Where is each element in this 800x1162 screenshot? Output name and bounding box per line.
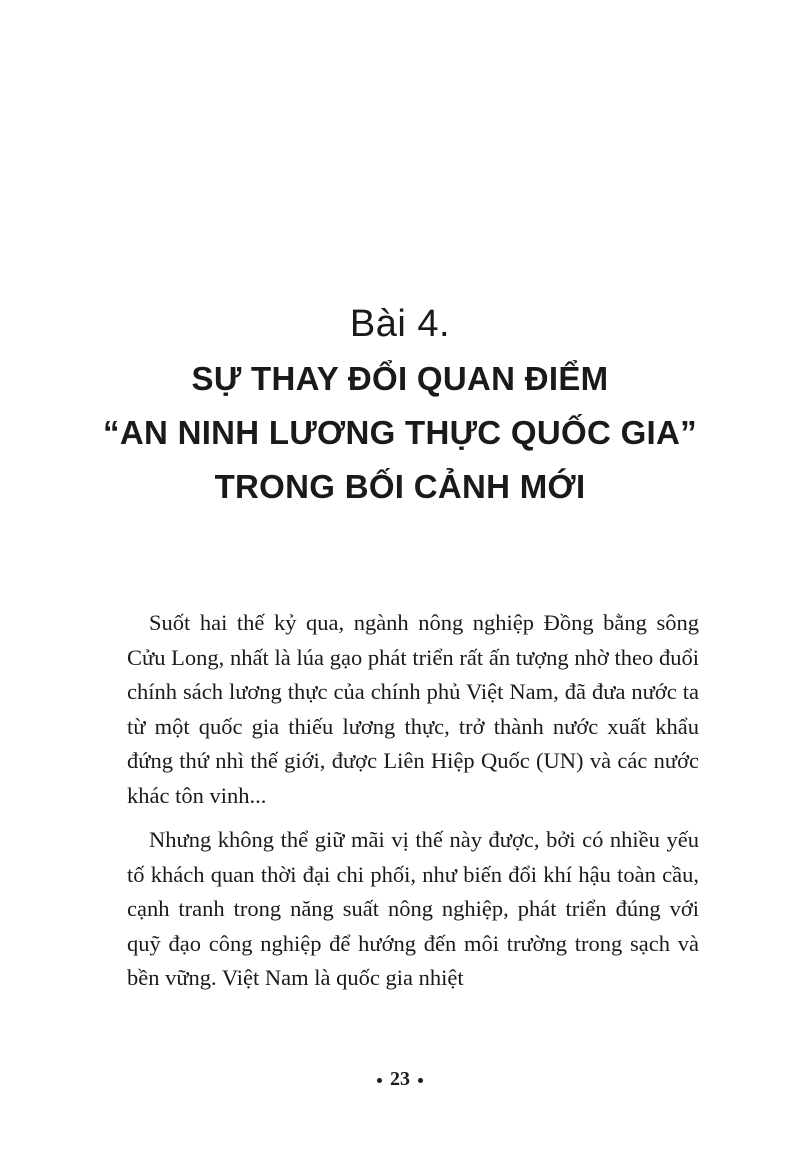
page-number — [0, 1068, 800, 1091]
body-text — [127, 606, 699, 996]
paragraph: Nhưng không thể giữ mãi vị thế này được, bởi có nhiều yếu tố khách quan thời đại chi phối, như biến đổi khí hậu toàn cầu, cạnh tranh trong năng suất nông nghiệp, phát triển đúng với quỹ đạo công nghiệp để hướng đến môi trường trong sạch và bền vững. Việt Nam là quốc gia nhiệt — [127, 827, 699, 990]
chapter-heading — [0, 296, 800, 514]
chapter-label: Bài 4. — [349, 303, 451, 345]
chapter-title-line-2: “AN NINH LƯƠNG THỰC QUỐC GIA” — [103, 414, 697, 451]
paragraph: Suốt hai thế kỷ qua, ngành nông nghiệp Đồng bằng sông Cửu Long, nhất là lúa gạo phát triển rất ấn tượng nhờ theo đuổi chính sách lương thực của chính phủ Việt Nam, đã đưa nước ta từ một quốc gia thiếu lương thực, trở thành nước xuất khẩu đứng thứ nhì thế giới, được Liên Hiệp Quốc (UN) và các nước khác tôn vinh... — [127, 610, 699, 808]
chapter-title-line-3: TRONG BỐI CẢNH MỚI — [214, 468, 586, 505]
page-number-value: 23 — [390, 1068, 410, 1090]
bullet-dot-icon — [418, 1078, 423, 1083]
bullet-dot-icon — [377, 1078, 382, 1083]
chapter-title-line-1: SỰ THAY ĐỔI QUAN ĐIỂM — [191, 360, 609, 397]
